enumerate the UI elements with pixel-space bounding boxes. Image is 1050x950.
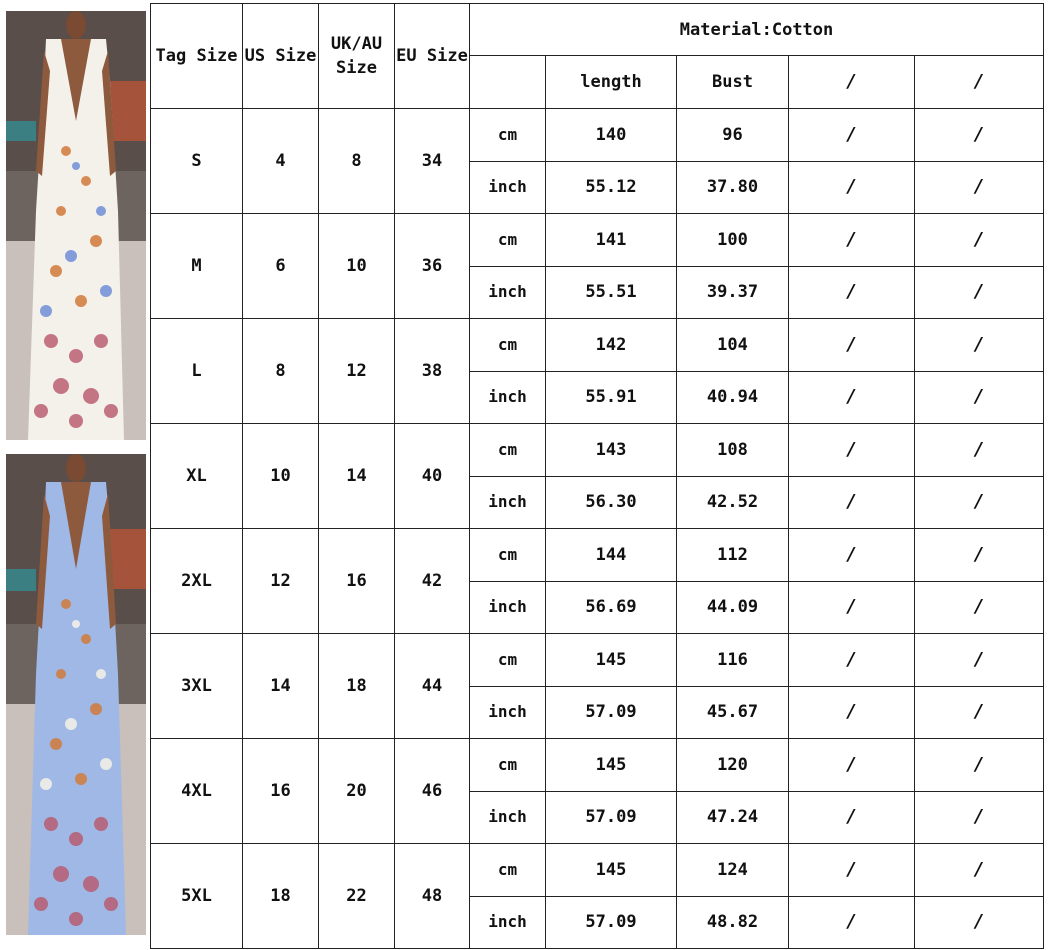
header-us-size: US Size [243, 4, 319, 109]
extra-1-cell: / [789, 896, 915, 949]
tag-size-cell: 4XL [151, 739, 243, 844]
unit-inch-cell: inch [470, 161, 546, 214]
bust-inch-cell: 39.37 [677, 266, 789, 319]
length-cm-cell: 145 [546, 634, 677, 687]
extra-2-cell: / [915, 791, 1044, 844]
extra-2-cell: / [915, 371, 1044, 424]
length-inch-cell: 56.30 [546, 476, 677, 529]
unit-cm-cell: cm [470, 739, 546, 792]
header-row-1 [151, 4, 1044, 56]
header-ukau-size: UK/AU Size [319, 4, 395, 109]
unit-cm-cell: cm [470, 319, 546, 372]
size-row-cm [151, 109, 1044, 162]
ukau-size-cell: 14 [319, 424, 395, 529]
bust-cm-cell: 124 [677, 844, 789, 897]
eu-size-cell: 46 [395, 739, 470, 844]
length-inch-cell: 56.69 [546, 581, 677, 634]
eu-size-cell: 40 [395, 424, 470, 529]
us-size-cell: 16 [243, 739, 319, 844]
length-cm-cell: 141 [546, 214, 677, 267]
size-row-cm [151, 844, 1044, 897]
eu-size-cell: 36 [395, 214, 470, 319]
bust-cm-cell: 108 [677, 424, 789, 477]
extra-2-cell: / [915, 476, 1044, 529]
eu-size-cell: 44 [395, 634, 470, 739]
size-row-cm [151, 529, 1044, 582]
header-bust: Bust [677, 56, 789, 109]
ukau-size-cell: 12 [319, 319, 395, 424]
tag-size-cell: M [151, 214, 243, 319]
white-dress-photo [6, 11, 146, 440]
us-size-cell: 14 [243, 634, 319, 739]
bust-cm-cell: 104 [677, 319, 789, 372]
bust-inch-cell: 45.67 [677, 686, 789, 739]
unit-inch-cell: inch [470, 686, 546, 739]
unit-cm-cell: cm [470, 214, 546, 267]
length-cm-cell: 144 [546, 529, 677, 582]
unit-inch-cell: inch [470, 371, 546, 424]
tag-size-cell: 3XL [151, 634, 243, 739]
tag-size-cell: 2XL [151, 529, 243, 634]
unit-cm-cell: cm [470, 844, 546, 897]
extra-1-cell: / [789, 791, 915, 844]
unit-cm-cell: cm [470, 424, 546, 477]
extra-2-cell: / [915, 266, 1044, 319]
bust-inch-cell: 47.24 [677, 791, 789, 844]
bust-inch-cell: 44.09 [677, 581, 789, 634]
header-extra-1: / [789, 56, 915, 109]
bust-inch-cell: 48.82 [677, 896, 789, 949]
eu-size-cell: 42 [395, 529, 470, 634]
bust-cm-cell: 116 [677, 634, 789, 687]
unit-inch-cell: inch [470, 266, 546, 319]
length-inch-cell: 55.51 [546, 266, 677, 319]
length-inch-cell: 55.12 [546, 161, 677, 214]
unit-cm-cell: cm [470, 529, 546, 582]
size-row-cm [151, 319, 1044, 372]
extra-2-cell: / [915, 739, 1044, 792]
extra-1-cell: / [789, 844, 915, 897]
header-length: length [546, 56, 677, 109]
us-size-cell: 4 [243, 109, 319, 214]
extra-1-cell: / [789, 739, 915, 792]
header-material: Material:Cotton [470, 4, 1044, 56]
tag-size-cell: 5XL [151, 844, 243, 949]
tag-size-cell: S [151, 109, 243, 214]
unit-cm-cell: cm [470, 109, 546, 162]
extra-1-cell: / [789, 529, 915, 582]
extra-1-cell: / [789, 319, 915, 372]
extra-1-cell: / [789, 634, 915, 687]
us-size-cell: 18 [243, 844, 319, 949]
extra-2-cell: / [915, 529, 1044, 582]
bust-cm-cell: 96 [677, 109, 789, 162]
extra-1-cell: / [789, 371, 915, 424]
ukau-size-cell: 20 [319, 739, 395, 844]
length-cm-cell: 145 [546, 739, 677, 792]
length-cm-cell: 140 [546, 109, 677, 162]
extra-2-cell: / [915, 109, 1044, 162]
extra-1-cell: / [789, 161, 915, 214]
extra-2-cell: / [915, 424, 1044, 477]
bust-inch-cell: 40.94 [677, 371, 789, 424]
unit-inch-cell: inch [470, 791, 546, 844]
size-row-cm [151, 634, 1044, 687]
ukau-size-cell: 18 [319, 634, 395, 739]
extra-1-cell: / [789, 214, 915, 267]
extra-2-cell: / [915, 844, 1044, 897]
us-size-cell: 10 [243, 424, 319, 529]
blue-dress-photo [6, 454, 146, 935]
extra-2-cell: / [915, 896, 1044, 949]
us-size-cell: 12 [243, 529, 319, 634]
length-inch-cell: 55.91 [546, 371, 677, 424]
extra-2-cell: / [915, 581, 1044, 634]
us-size-cell: 8 [243, 319, 319, 424]
size-row-cm [151, 424, 1044, 477]
extra-1-cell: / [789, 266, 915, 319]
tag-size-cell: XL [151, 424, 243, 529]
extra-2-cell: / [915, 214, 1044, 267]
ukau-size-cell: 22 [319, 844, 395, 949]
size-row-cm [151, 214, 1044, 267]
extra-2-cell: / [915, 686, 1044, 739]
bust-cm-cell: 112 [677, 529, 789, 582]
length-inch-cell: 57.09 [546, 686, 677, 739]
unit-inch-cell: inch [470, 476, 546, 529]
extra-2-cell: / [915, 161, 1044, 214]
length-inch-cell: 57.09 [546, 896, 677, 949]
length-inch-cell: 57.09 [546, 791, 677, 844]
length-cm-cell: 145 [546, 844, 677, 897]
extra-1-cell: / [789, 581, 915, 634]
extra-1-cell: / [789, 476, 915, 529]
us-size-cell: 6 [243, 214, 319, 319]
size-chart-table [150, 3, 1044, 949]
header-eu-size: EU Size [395, 4, 470, 109]
bust-cm-cell: 100 [677, 214, 789, 267]
ukau-size-cell: 10 [319, 214, 395, 319]
unit-cm-cell: cm [470, 634, 546, 687]
header-tag-size: Tag Size [151, 4, 243, 109]
extra-1-cell: / [789, 686, 915, 739]
ukau-size-cell: 8 [319, 109, 395, 214]
length-cm-cell: 143 [546, 424, 677, 477]
header-unit-blank [470, 56, 546, 109]
extra-2-cell: / [915, 634, 1044, 687]
ukau-size-cell: 16 [319, 529, 395, 634]
tag-size-cell: L [151, 319, 243, 424]
extra-1-cell: / [789, 109, 915, 162]
unit-inch-cell: inch [470, 581, 546, 634]
bust-inch-cell: 42.52 [677, 476, 789, 529]
length-cm-cell: 142 [546, 319, 677, 372]
header-extra-2: / [915, 56, 1044, 109]
extra-2-cell: / [915, 319, 1044, 372]
unit-inch-cell: inch [470, 896, 546, 949]
eu-size-cell: 48 [395, 844, 470, 949]
eu-size-cell: 38 [395, 319, 470, 424]
bust-cm-cell: 120 [677, 739, 789, 792]
extra-1-cell: / [789, 424, 915, 477]
bust-inch-cell: 37.80 [677, 161, 789, 214]
eu-size-cell: 34 [395, 109, 470, 214]
size-row-cm [151, 739, 1044, 792]
